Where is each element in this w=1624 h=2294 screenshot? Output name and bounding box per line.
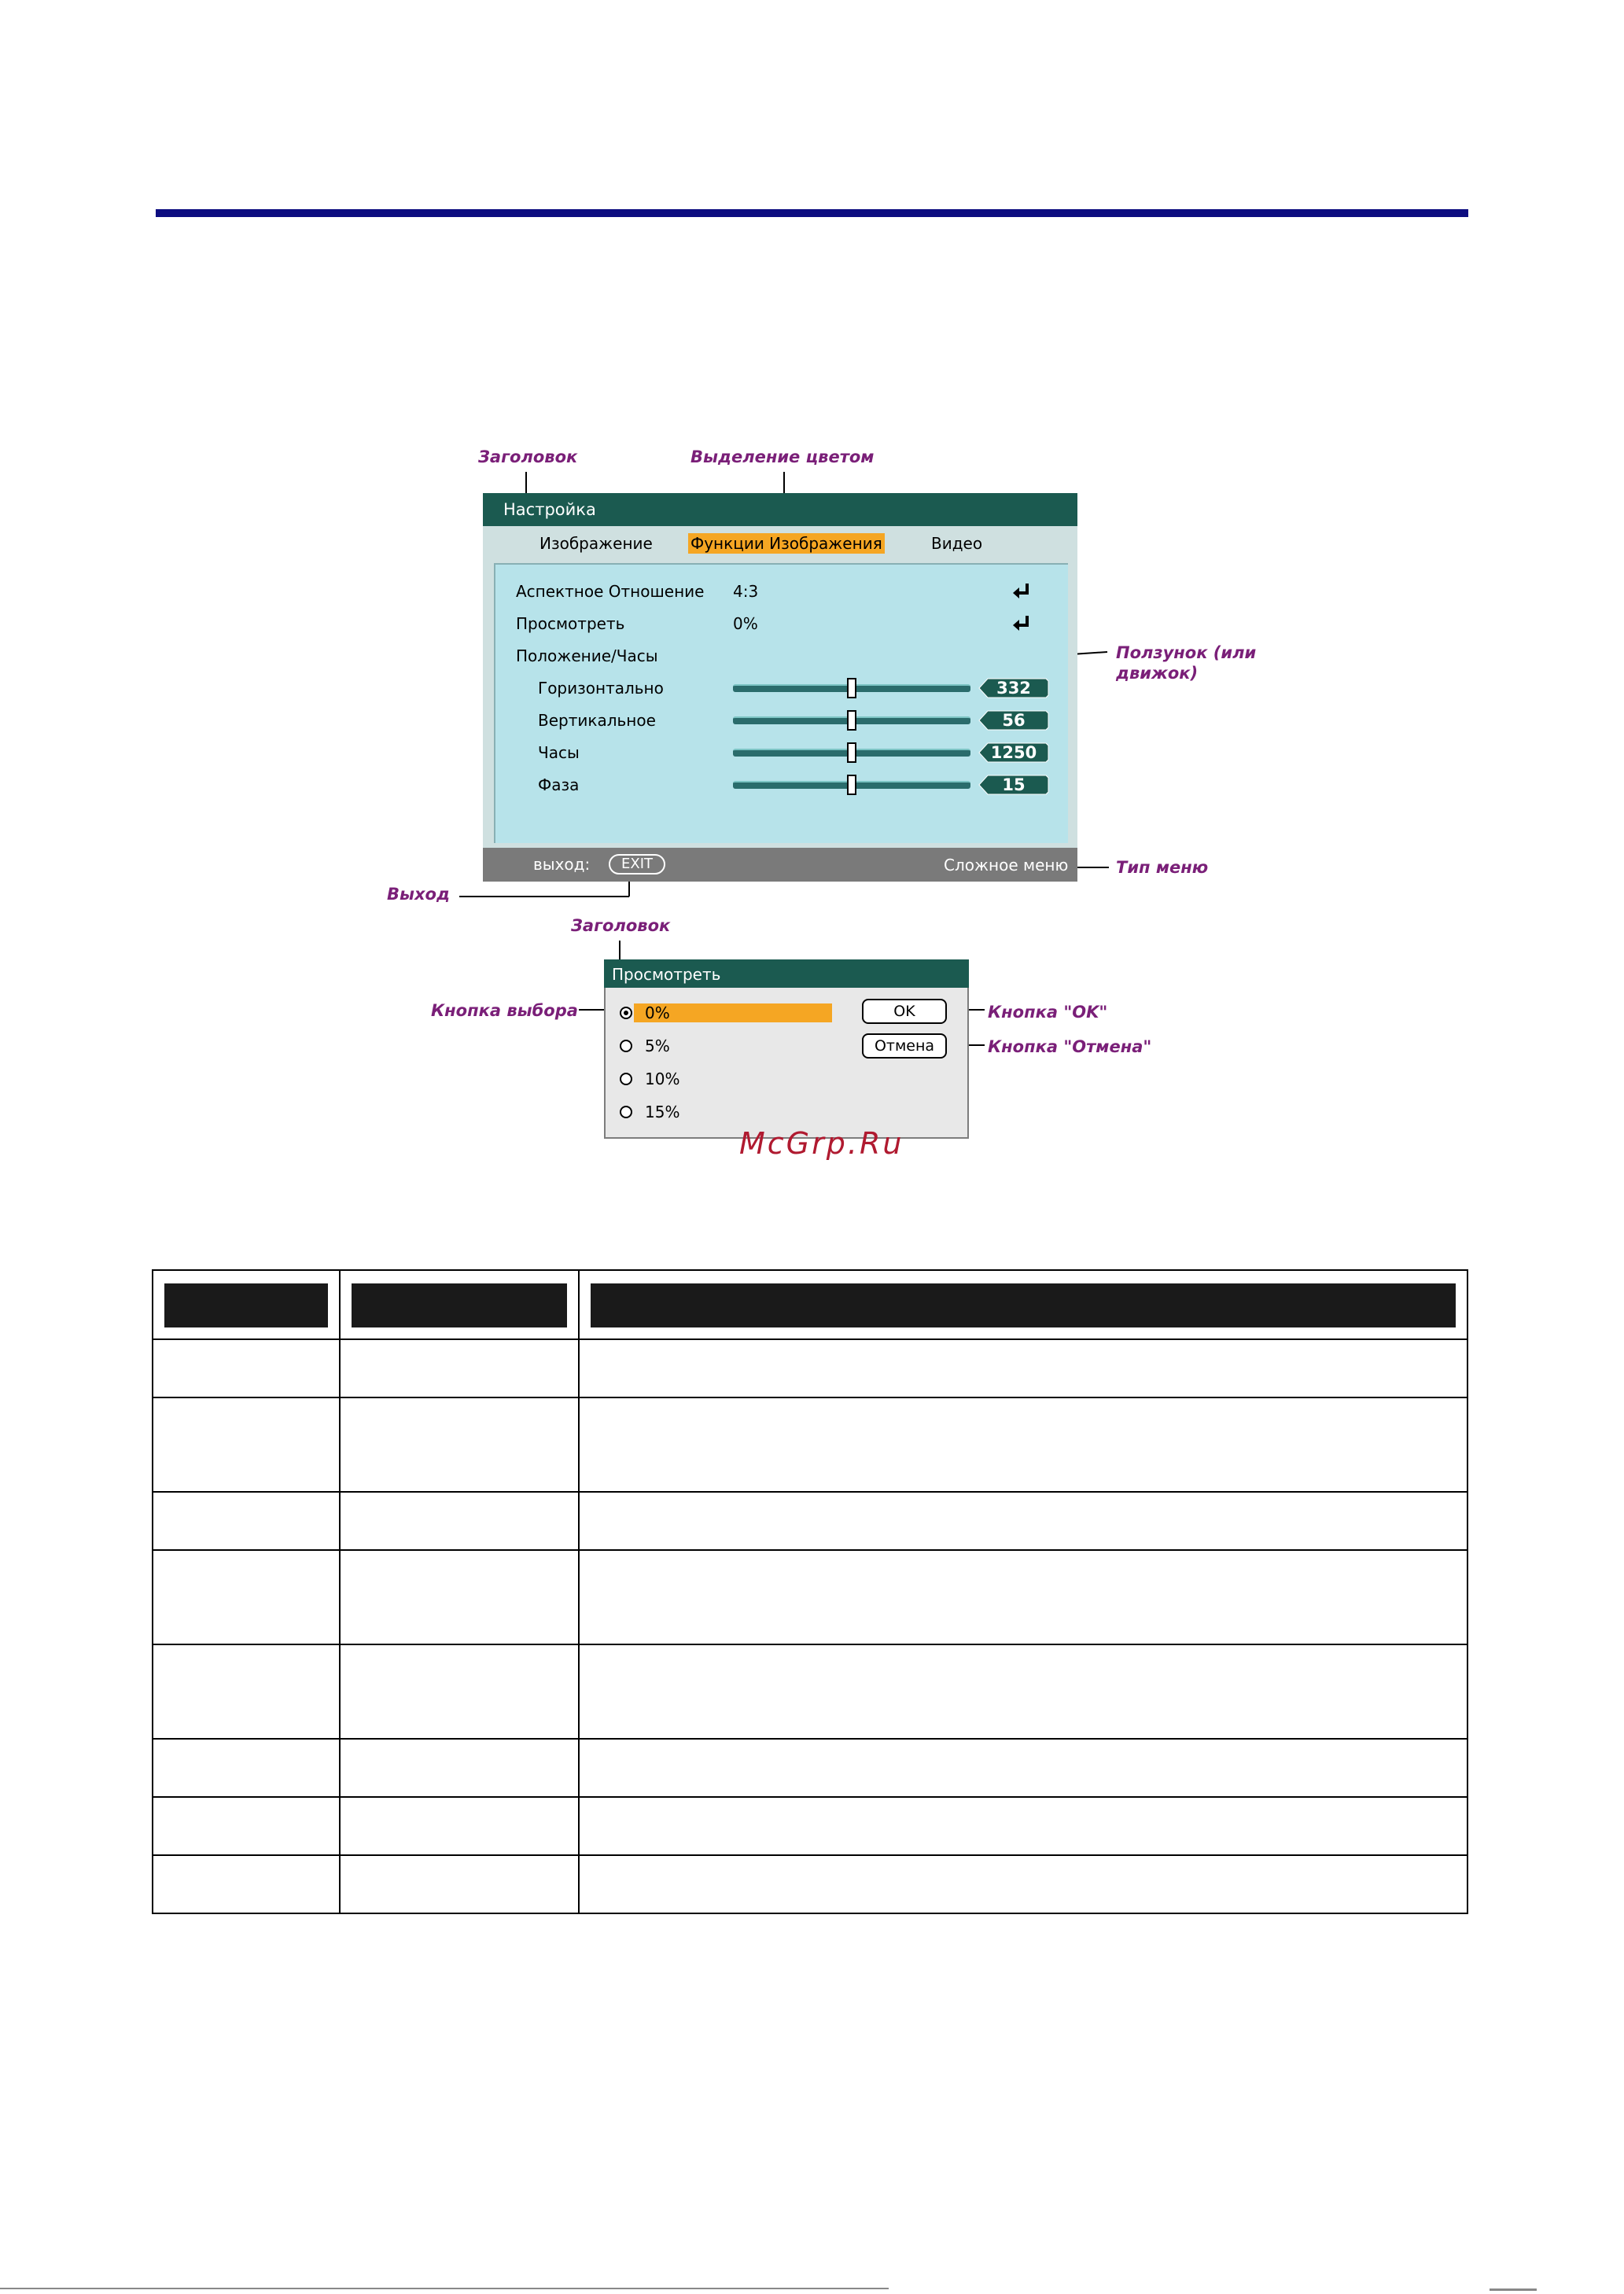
slider-phase-value: 15 [978,775,1049,795]
ok-button[interactable]: OK [862,999,947,1024]
header-cell-block [352,1283,567,1327]
osd-panel [494,563,1068,843]
annotation-title-top: Заголовок [478,447,578,466]
slider-knob[interactable] [847,775,856,795]
table-row [153,1644,1467,1739]
menu-type-label[interactable]: Сложное меню [944,856,1069,875]
annotation-title-dialog: Заголовок [571,916,671,935]
row-aspect-value: 4:3 [733,582,759,601]
slider-knob[interactable] [847,678,856,698]
exit-key[interactable]: EXIT [609,854,665,875]
slider-knob[interactable] [847,742,856,763]
row-aspect-label[interactable]: Аспектное Отношение [516,582,705,601]
annotation-ok-button: Кнопка "OK" [988,1003,1108,1022]
osd-menu-window [483,493,1077,882]
slider-phase-label: Фаза [538,775,580,794]
slider-vertical[interactable] [733,715,970,726]
row-overscan-label[interactable]: Просмотреть [516,614,625,633]
header-rule [156,209,1468,217]
option-1-label[interactable]: 5% [645,1037,670,1055]
option-3-label[interactable]: 15% [645,1103,680,1121]
slider-knob[interactable] [847,710,856,731]
header-cell-block [164,1283,328,1327]
slider-horizontal-value: 332 [978,678,1049,698]
slider-horizontal[interactable] [733,683,970,694]
exit-label: выход: [533,855,591,874]
tab-video[interactable]: Видео [931,534,983,553]
cancel-button[interactable]: Отмена [862,1033,947,1059]
radio-button[interactable] [620,1040,632,1052]
option-0-label[interactable]: 0% [645,1003,670,1022]
annotation-slider: Ползунок (или движок) [1116,643,1257,683]
overscan-dialog [604,959,969,1139]
description-table [152,1269,1468,1914]
footer-mark [1490,2288,1537,2291]
tab-image[interactable]: Изображение [539,534,653,553]
radio-button[interactable] [620,1007,632,1019]
osd-footer [483,848,1077,882]
table-row [153,1339,1467,1397]
watermark: McGrp.Ru [739,1126,904,1161]
slider-clock-value: 1250 [978,742,1049,763]
slider-vertical-label: Вертикальное [538,711,656,730]
slider-vertical-value: 56 [978,710,1049,731]
header-cell-block [591,1283,1456,1327]
table-row [153,1550,1467,1644]
slider-phase[interactable] [733,779,970,790]
slider-clock-label: Часы [538,743,580,762]
slider-clock[interactable] [733,747,970,758]
slider-horizontal-label: Горизонтально [538,679,664,698]
row-position-clock-label: Положение/Часы [516,646,658,665]
table-row [153,1855,1467,1913]
annotation-highlight: Выделение цветом [690,447,875,466]
annotation-radio-button: Кнопка выбора [431,1001,578,1020]
row-overscan-value: 0% [733,614,758,633]
dialog-title: Просмотреть [604,959,969,988]
annotation-exit: Выход [387,885,450,904]
option-2-label[interactable]: 10% [645,1070,680,1088]
footer-rule [0,2288,889,2289]
osd-title: Настройка [483,493,1077,526]
table-row [153,1492,1467,1550]
radio-button[interactable] [620,1106,632,1118]
tab-image-functions[interactable]: Функции Изображения [688,533,885,554]
osd-tab-bar [483,526,1077,559]
table-row [153,1397,1467,1492]
radio-button[interactable] [620,1073,632,1085]
annotation-menu-type: Тип меню [1116,858,1209,877]
enter-icon[interactable] [1011,582,1032,599]
annotation-cancel-button: Кнопка "Отмена" [988,1037,1152,1056]
table-header-row [153,1270,1467,1339]
table-row [153,1739,1467,1797]
enter-icon[interactable] [1011,614,1032,631]
table-row [153,1797,1467,1855]
